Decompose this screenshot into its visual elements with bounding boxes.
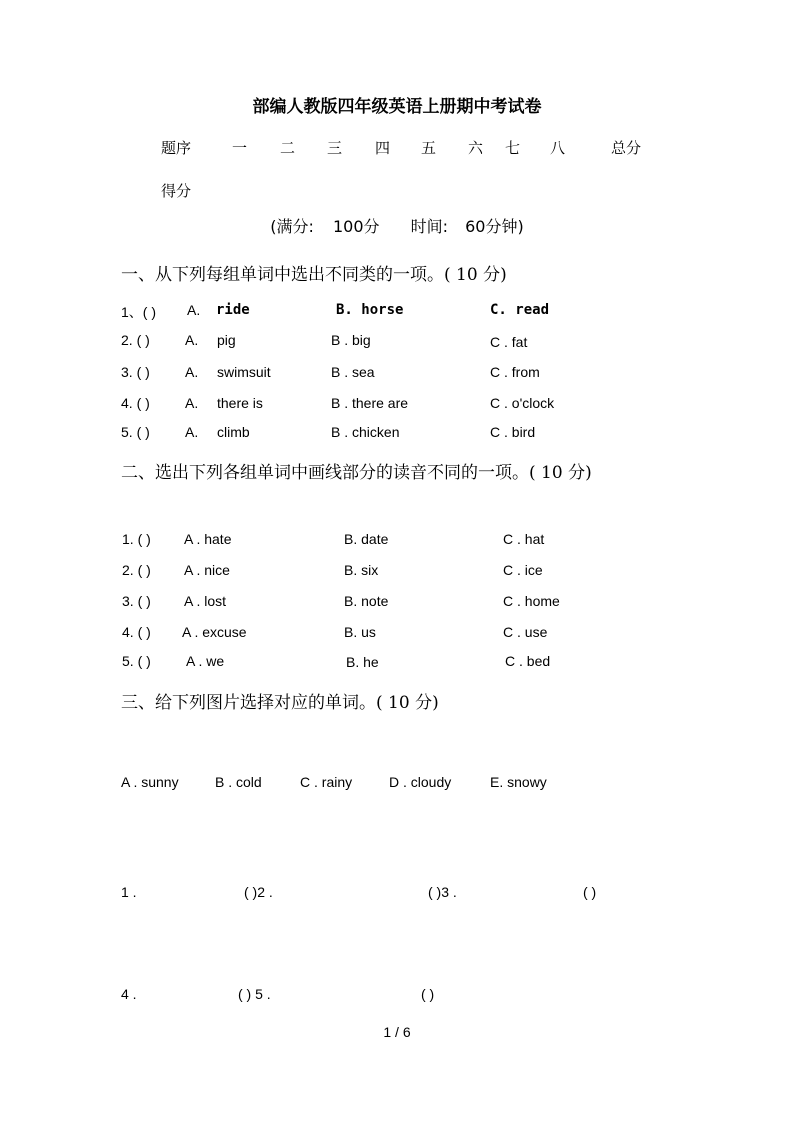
score-col-1: 一 (232, 139, 248, 157)
s1-q1-option-c: C. read (490, 302, 550, 318)
s1-q2-number: 2. ( ) (121, 332, 150, 348)
s2-q2-number: 2. ( ) (122, 562, 151, 578)
s2-q5-option-c: C . bed (505, 653, 551, 669)
s1-q1-a-word: ride (216, 302, 250, 318)
s1-q2-a-letter: A. (185, 332, 199, 348)
score-col-4: 四 (375, 139, 391, 157)
s2-q5-number: 5. ( ) (122, 653, 151, 669)
s1-q5-a-letter: A. (185, 424, 199, 440)
section2-heading: 二、选出下列各组单词中画线部分的读音不同的一项。( 10 分) (121, 463, 592, 483)
score-table-header-label: 题序 (161, 139, 192, 157)
s1-q4-option-b: B . there are (331, 395, 409, 411)
s3-option-c: C . rainy (300, 774, 353, 790)
s1-q4-a-letter: A. (185, 395, 199, 411)
s2-q3-option-b: B. note (344, 593, 389, 609)
s1-q5-option-c: C . bird (490, 424, 536, 440)
s1-q1-a-letter: A. (187, 302, 201, 318)
s2-q2-option-b: B. six (344, 562, 379, 578)
s2-q3-option-a: A . lost (184, 593, 227, 609)
s2-q5-option-b: B. he (346, 654, 379, 670)
page-title: 部编人教版四年级英语上册期中考试卷 (252, 97, 542, 117)
s1-q2-a-word: pig (217, 332, 236, 348)
s2-q1-number: 1. ( ) (122, 531, 151, 547)
s2-q4-number: 4. ( ) (122, 624, 151, 640)
s3-q4-blank-q5-number: ( ) 5 . (238, 986, 271, 1002)
s1-q1-number: 1、( ) (121, 304, 156, 320)
s2-q4-option-a: A . excuse (182, 624, 247, 640)
s1-q3-a-letter: A. (185, 364, 199, 380)
s3-q4-number: 4 . (121, 986, 137, 1002)
score-col-2: 二 (280, 139, 296, 157)
score-col-7: 七 (505, 139, 521, 157)
s2-q1-option-a: A . hate (184, 531, 232, 547)
full-marks-value: 100分 (332, 217, 380, 236)
s3-q3-blank: ( ) (583, 884, 597, 900)
s2-q1-option-c: C . hat (503, 531, 545, 547)
s1-q4-a-word: there is (217, 395, 263, 411)
s3-q2-blank-q3-number: ( )3 . (428, 884, 457, 900)
page-number: 1 / 6 (383, 1024, 411, 1040)
s3-option-e: E. snowy (490, 774, 547, 790)
s1-q3-option-b: B . sea (331, 364, 375, 380)
s1-q3-a-word: swimsuit (217, 364, 271, 380)
s1-q5-a-word: climb (217, 424, 250, 440)
s2-q3-number: 3. ( ) (122, 593, 151, 609)
s1-q2-option-b: B . big (331, 332, 371, 348)
s2-q2-option-c: C . ice (503, 562, 543, 578)
s1-q1-option-b: B. horse (336, 302, 404, 318)
s2-q1-option-b: B. date (344, 531, 389, 547)
s2-q5-option-a: A . we (186, 653, 225, 669)
s2-q4-option-c: C . use (503, 624, 548, 640)
s3-option-d: D . cloudy (389, 774, 452, 790)
score-col-5: 五 (421, 139, 437, 157)
s1-q4-number: 4. ( ) (121, 395, 150, 411)
s2-q3-option-c: C . home (503, 593, 560, 609)
score-total-label: 总分 (611, 139, 642, 157)
time-label: 时间: (410, 217, 449, 236)
s1-q5-number: 5. ( ) (121, 424, 150, 440)
exam-meta (0, 214, 794, 237)
time-value: 60分钟) (465, 217, 524, 236)
score-col-8: 八 (550, 139, 566, 157)
s1-q5-option-b: B . chicken (331, 424, 400, 440)
score-row-label: 得分 (161, 182, 192, 200)
s1-q2-option-c: C . fat (490, 334, 528, 350)
score-col-6: 六 (468, 139, 484, 157)
s1-q4-option-c: C . o'clock (490, 395, 555, 411)
s3-q5-blank: ( ) (421, 986, 435, 1002)
s3-option-a: A . sunny (121, 774, 179, 790)
s3-q1-blank-q2-number: ( )2 . (244, 884, 273, 900)
s3-option-b: B . cold (215, 774, 262, 790)
score-col-3: 三 (327, 139, 343, 157)
s2-q4-option-b: B. us (344, 624, 376, 640)
s2-q2-option-a: A . nice (184, 562, 230, 578)
section1-heading: 一、从下列每组单词中选出不同类的一项。( 10 分) (121, 265, 507, 285)
s3-q1-number: 1 . (121, 884, 137, 900)
section3-heading: 三、给下列图片选择对应的单词。( 10 分) (121, 693, 439, 713)
s1-q3-number: 3. ( ) (121, 364, 150, 380)
s1-q3-option-c: C . from (490, 364, 540, 380)
full-marks-label: (满分: (270, 217, 314, 236)
